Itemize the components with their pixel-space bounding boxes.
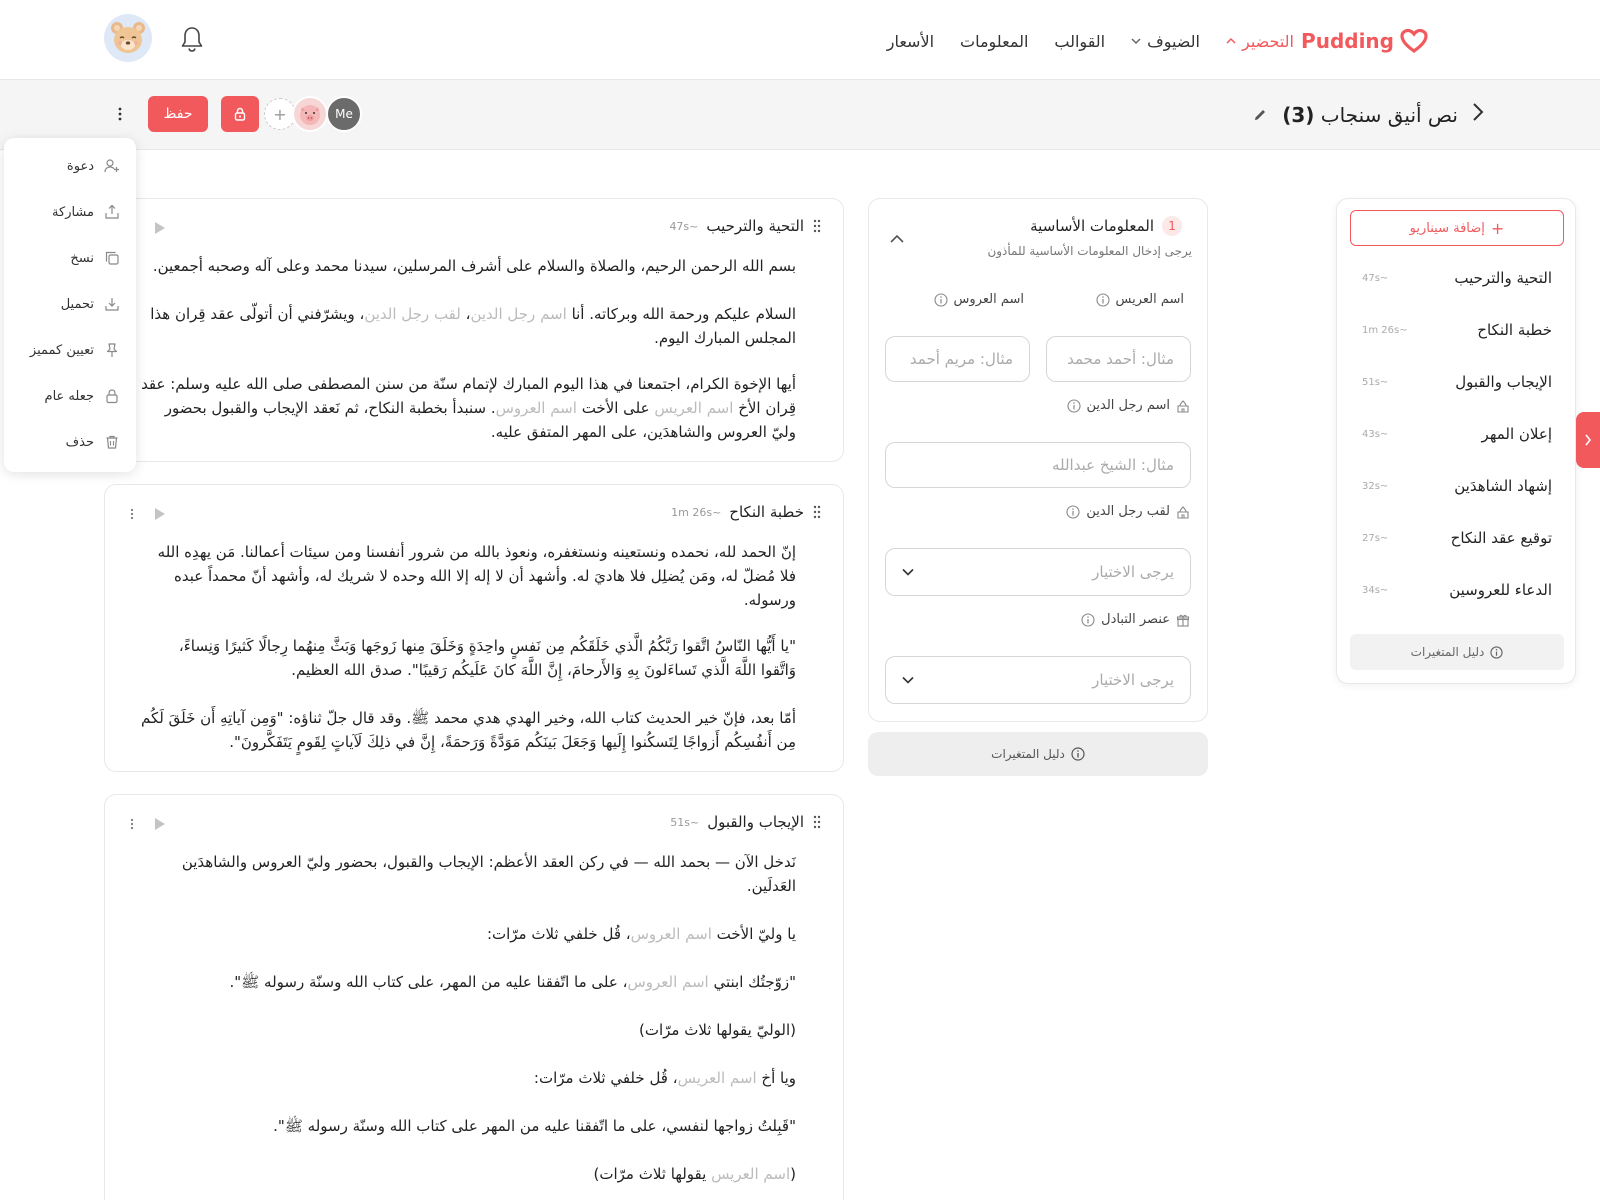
script-card-header bbox=[670, 813, 822, 831]
scenario-duration: 34s~ bbox=[1362, 584, 1389, 596]
script-paragraph: "قَبِلتُ زواجها لنفسي، على ما اتّفقنا عليه من المهر على كتاب الله وسنّة رسوله ﷺ". bbox=[273, 1117, 796, 1135]
scenario-label: إعلان المهر bbox=[1481, 425, 1552, 443]
exchange-item-select[interactable] bbox=[885, 656, 1191, 704]
variable-placeholder: اسم العريس bbox=[677, 1069, 757, 1087]
chevron-down-icon bbox=[1131, 37, 1141, 45]
info-icon bbox=[1067, 399, 1081, 413]
play-icon[interactable] bbox=[151, 220, 167, 236]
share-icon bbox=[104, 204, 120, 220]
download-icon bbox=[104, 296, 120, 312]
document-title-text: نص أنيق سنجاب bbox=[1320, 103, 1458, 127]
variable-placeholder: اسم العروس bbox=[630, 925, 712, 943]
text-run: ، ويشرّفني أن أتولّى عقد قِران هذا المجلس المبارك اليوم. bbox=[150, 305, 796, 347]
script-paragraph bbox=[156, 1162, 796, 1186]
script-paragraph bbox=[156, 922, 796, 946]
add-scenario-label: إضافة سيناريو bbox=[1409, 220, 1485, 236]
groom-label-text: اسم العريس bbox=[1115, 292, 1184, 307]
script-card-title: التحية والترحيب bbox=[706, 217, 804, 235]
basic-info-title: المعلومات الأساسية bbox=[1030, 217, 1154, 235]
menu-label: مشاركة bbox=[52, 204, 94, 220]
pin-icon bbox=[104, 342, 120, 358]
play-icon[interactable] bbox=[151, 816, 167, 832]
scenario-item[interactable] bbox=[1362, 315, 1552, 345]
menu-copy[interactable] bbox=[70, 246, 120, 270]
text-run: يا وليّ الأخت bbox=[711, 925, 796, 943]
groom-name-input[interactable]: مثال: أحمد محمد bbox=[1046, 336, 1191, 382]
scenario-duration: 32s~ bbox=[1362, 480, 1389, 492]
nav-label: القوالب bbox=[1054, 31, 1106, 51]
chevron-right-icon bbox=[1584, 434, 1592, 446]
scenario-item[interactable] bbox=[1362, 471, 1552, 501]
info-icon bbox=[934, 293, 948, 307]
cleric-title-label-text: لقب رجل الدين bbox=[1086, 504, 1170, 519]
scenario-label: الإيجاب والقبول bbox=[1455, 373, 1552, 391]
info-icon bbox=[1066, 505, 1080, 519]
text-run: أيها الإخوة الكرام، اجتمعنا في هذا اليوم المبارك لإتمام سنّة من سنن المصطفى صلى الله عليه وسلم: عقد قِران الأخ bbox=[141, 375, 796, 417]
menu-invite[interactable] bbox=[67, 154, 120, 178]
exchange-label-text: عنصر التبادل bbox=[1101, 612, 1170, 627]
menu-label: نسخ bbox=[70, 250, 94, 266]
script-card-header bbox=[669, 217, 822, 235]
info-icon bbox=[1490, 646, 1503, 659]
chevron-down-icon bbox=[902, 568, 914, 576]
menu-label: حذف bbox=[65, 434, 94, 450]
trash-icon bbox=[104, 434, 120, 450]
scenario-item[interactable] bbox=[1362, 575, 1552, 605]
scenario-item[interactable] bbox=[1362, 367, 1552, 397]
script-card-title: الإيجاب والقبول bbox=[707, 813, 804, 831]
chevron-up-icon bbox=[1226, 37, 1236, 45]
nav-templates[interactable] bbox=[1054, 32, 1105, 51]
brand-name: Pudding bbox=[1301, 29, 1394, 53]
scenario-label: إشهاد الشاهدَين bbox=[1454, 477, 1552, 495]
info-icon bbox=[1071, 747, 1085, 761]
variables-guide-button[interactable] bbox=[1350, 634, 1564, 670]
cleric-label-text: اسم رجل الدين bbox=[1086, 398, 1170, 413]
nav-label: الضيوف bbox=[1147, 31, 1200, 51]
brand-logo[interactable] bbox=[1301, 26, 1428, 56]
more-options-icon[interactable] bbox=[112, 100, 128, 128]
bride-name-input[interactable]: مثال: مريم أحمد bbox=[885, 336, 1030, 382]
info-icon bbox=[1096, 293, 1110, 307]
chevron-up-icon[interactable] bbox=[888, 230, 906, 248]
card-more-icon[interactable] bbox=[128, 816, 136, 832]
user-avatar[interactable] bbox=[104, 14, 152, 62]
nav-label: المعلومات bbox=[960, 31, 1029, 51]
script-paragraph bbox=[136, 302, 796, 350]
drag-handle-icon[interactable] bbox=[812, 505, 822, 519]
menu-delete[interactable] bbox=[66, 430, 120, 454]
script-paragraph: أمّا بعد، فإنّ خير الحديث كتاب الله، وخير الهدي هدي محمد ﷺ. وقد قال جلّ ثناؤه: "وَمِن آياتِهِ أَن خَلَقَ لَكُم مِن أَنفُسِكُم أَزواجًا لِتَسكُنوا إِلَيها وَجَعَلَ بَينَكُم مَوَدَّةً وَرَحمَةً، إِنَّ في ذلِكَ لَآياتٍ لِقَومٍ يَتَفَكَّرونَ". bbox=[141, 709, 796, 751]
scenario-label: التحية والترحيب bbox=[1454, 269, 1552, 287]
save-button[interactable]: حفظ bbox=[148, 96, 208, 132]
cleric-title-select[interactable] bbox=[885, 548, 1191, 596]
script-card-duration: 51s~ bbox=[670, 815, 700, 829]
variables-guide-label: دليل المتغيرات bbox=[1410, 645, 1485, 659]
basic-info-header bbox=[1030, 216, 1182, 236]
scenario-duration: 27s~ bbox=[1362, 532, 1389, 544]
script-paragraph: بسم الله الرحمن الرحيم، والصلاة والسلام على أشرف المرسلين، سيدنا محمد وعلى آله وصحبه أجمعين. bbox=[152, 257, 796, 275]
scenario-label: توقيع عقد النكاح bbox=[1450, 529, 1552, 547]
cleric-name-input[interactable]: مثال: الشيخ عبدالله bbox=[885, 442, 1191, 488]
bell-icon[interactable] bbox=[178, 24, 206, 54]
text-run: السلام عليكم ورحمة الله وبركاته. أنا bbox=[566, 305, 796, 323]
mosque-icon bbox=[1176, 399, 1190, 413]
lock-button[interactable] bbox=[221, 96, 259, 132]
scenario-label: الدعاء للعروسين bbox=[1449, 581, 1552, 599]
text-run: "زوّجتُك ابنتي bbox=[708, 973, 796, 991]
play-icon[interactable] bbox=[151, 506, 167, 522]
collapse-sidebar-tab[interactable] bbox=[1576, 412, 1600, 468]
text-run: ويا أخ bbox=[756, 1069, 796, 1087]
gift-icon bbox=[1176, 613, 1190, 627]
card-more-icon[interactable] bbox=[128, 506, 136, 522]
bear-avatar-icon bbox=[109, 19, 147, 57]
document-title-count: (3) bbox=[1282, 103, 1315, 127]
select-placeholder: يرجى الاختيار bbox=[1092, 671, 1174, 689]
document-title-area bbox=[1252, 98, 1484, 132]
scenario-duration: 43s~ bbox=[1362, 428, 1389, 440]
pig-avatar-icon bbox=[297, 101, 323, 127]
chevron-down-icon bbox=[902, 676, 914, 684]
exchange-item-label bbox=[1081, 612, 1190, 627]
text-run: ، قُل خلفي ثلاث مرّات: bbox=[486, 925, 631, 943]
basic-info-subtitle: يرجى إدخال المعلومات الأساسية للمأذون bbox=[987, 244, 1192, 258]
nav-guests[interactable] bbox=[1131, 32, 1200, 51]
scenario-item[interactable] bbox=[1362, 263, 1552, 293]
back-chevron-icon[interactable] bbox=[1472, 102, 1484, 128]
script-paragraph: إنّ الحمد لله، نحمده ونستعينه ونستغفره، ونعوذ بالله من شرور أنفسنا ومن سيئات أعمالنا. مَن يهدِه الله فلا مُضلّ له، ومَن يُضلِل فلا هاديَ له. وأشهد أن لا إله إلا الله وحده لا شريك له، وأشهد أنّ محمداً عبده ورسوله. bbox=[157, 543, 796, 609]
lock-icon bbox=[104, 388, 120, 404]
copy-icon bbox=[104, 250, 120, 266]
nav-label: التحضير bbox=[1241, 31, 1294, 51]
scenario-duration: 47s~ bbox=[1362, 272, 1389, 284]
scenario-duration: 51s~ bbox=[1362, 376, 1389, 388]
nav-pricing[interactable] bbox=[887, 32, 934, 51]
drag-handle-icon[interactable] bbox=[812, 815, 822, 829]
text-run: ، على ما اتّفقنا عليه من المهر، على كتاب الله وسنّة رسوله ﷺ". bbox=[229, 973, 628, 991]
nav-label: الأسعار bbox=[886, 31, 935, 51]
mosque-icon bbox=[1176, 505, 1190, 519]
text-run: ، قُل خلفي ثلاث مرّات: bbox=[533, 1069, 678, 1087]
menu-download[interactable] bbox=[61, 292, 120, 316]
text-run: على الأخت bbox=[576, 399, 655, 417]
menu-pin[interactable] bbox=[30, 338, 120, 362]
script-card-title: خطبة النكاح bbox=[729, 503, 804, 521]
cleric-name-label bbox=[1067, 398, 1191, 413]
nav-preparation[interactable] bbox=[1226, 32, 1294, 51]
scenario-item[interactable] bbox=[1362, 523, 1552, 553]
variable-placeholder: اسم رجل الدين bbox=[470, 305, 567, 323]
collaborator-avatar[interactable] bbox=[292, 96, 328, 132]
variable-placeholder: اسم العروس bbox=[627, 973, 709, 991]
bride-label-text: اسم العروس bbox=[953, 292, 1024, 307]
scenario-duration: 1m 26s~ bbox=[1362, 324, 1408, 336]
script-paragraph bbox=[156, 970, 796, 994]
script-card-duration: 1m 26s~ bbox=[671, 505, 722, 519]
variable-placeholder: اسم العروس bbox=[495, 399, 577, 417]
bride-name-label bbox=[934, 292, 1024, 307]
menu-label: تعيين كمميز bbox=[29, 342, 94, 358]
scenario-label: خطبة النكاح bbox=[1477, 321, 1552, 339]
menu-label: تحميل bbox=[60, 296, 94, 312]
menu-label: جعله عام bbox=[44, 388, 94, 404]
text-run: ( bbox=[790, 1165, 796, 1183]
text-run: ، bbox=[460, 305, 471, 323]
script-card-duration: 47s~ bbox=[669, 219, 699, 233]
options-menu bbox=[4, 138, 136, 472]
menu-share[interactable] bbox=[52, 200, 120, 224]
script-card-header bbox=[671, 503, 822, 521]
variables-guide-label: دليل المتغيرات bbox=[991, 747, 1065, 761]
menu-make-public[interactable] bbox=[45, 384, 120, 408]
menu-label: دعوة bbox=[66, 158, 94, 174]
text-run: يقولها ثلاث مرّات) bbox=[593, 1165, 712, 1183]
step-number-badge: 1 bbox=[1162, 216, 1182, 236]
add-collaborator-button[interactable]: + bbox=[264, 98, 296, 130]
script-paragraph: نَدخل الآن — بحمد الله — في ركن العقد الأعظم: الإيجاب والقبول، بحضور وليّ العروس والشاهدَين العَدلَين. bbox=[181, 853, 796, 895]
collaborator-me-avatar[interactable]: Me bbox=[326, 96, 362, 132]
variables-guide-button[interactable] bbox=[868, 732, 1208, 776]
drag-handle-icon[interactable] bbox=[812, 219, 822, 233]
script-paragraph bbox=[136, 372, 796, 444]
nav-info[interactable] bbox=[960, 32, 1028, 51]
invite-user-icon bbox=[104, 158, 120, 174]
plus-icon: + bbox=[1490, 218, 1505, 238]
lock-icon bbox=[233, 107, 247, 121]
info-icon bbox=[1081, 613, 1095, 627]
select-placeholder: يرجى الاختيار bbox=[1092, 563, 1174, 581]
script-paragraph: (الوليّ يقولها ثلاث مرّات) bbox=[639, 1021, 796, 1039]
document-title bbox=[1282, 103, 1458, 127]
variable-placeholder: لقب رجل الدين bbox=[364, 305, 461, 323]
add-scenario-button[interactable] bbox=[1350, 210, 1564, 246]
variable-placeholder: اسم العريس bbox=[654, 399, 734, 417]
variable-placeholder: اسم العريس bbox=[711, 1165, 791, 1183]
script-paragraph bbox=[156, 1066, 796, 1090]
scenario-item[interactable] bbox=[1362, 419, 1552, 449]
main-nav bbox=[887, 28, 1294, 54]
groom-name-label bbox=[1096, 292, 1185, 307]
heart-logo-icon bbox=[1400, 29, 1428, 53]
pencil-icon[interactable] bbox=[1252, 107, 1268, 123]
cleric-title-label bbox=[1066, 504, 1190, 519]
script-paragraph: "يا أَيُّها النّاسُ اتَّقوا رَبَّكُمُ الَّذي خَلَقَكُم مِن نَفسٍ واحِدَةٍ وَخَلَقَ مِنها زَوجَها وَبَثَّ مِنهُما رِجالًا كَثيرًا وَنِساءً، وَاتَّقوا اللَّهَ الَّذي تَساءَلونَ بِهِ وَالأَرحامَ، إِنَّ اللَّهَ كانَ عَلَيكُم رَقيبًا". صدق الله العظيم. bbox=[178, 637, 796, 679]
text-run: . سنبدأ بخطبة النكاح، ثم نَعقد الإيجاب والقبول بحضور وليّ العروس والشاهدَين، على المهر المتفق عليه. bbox=[164, 399, 796, 441]
